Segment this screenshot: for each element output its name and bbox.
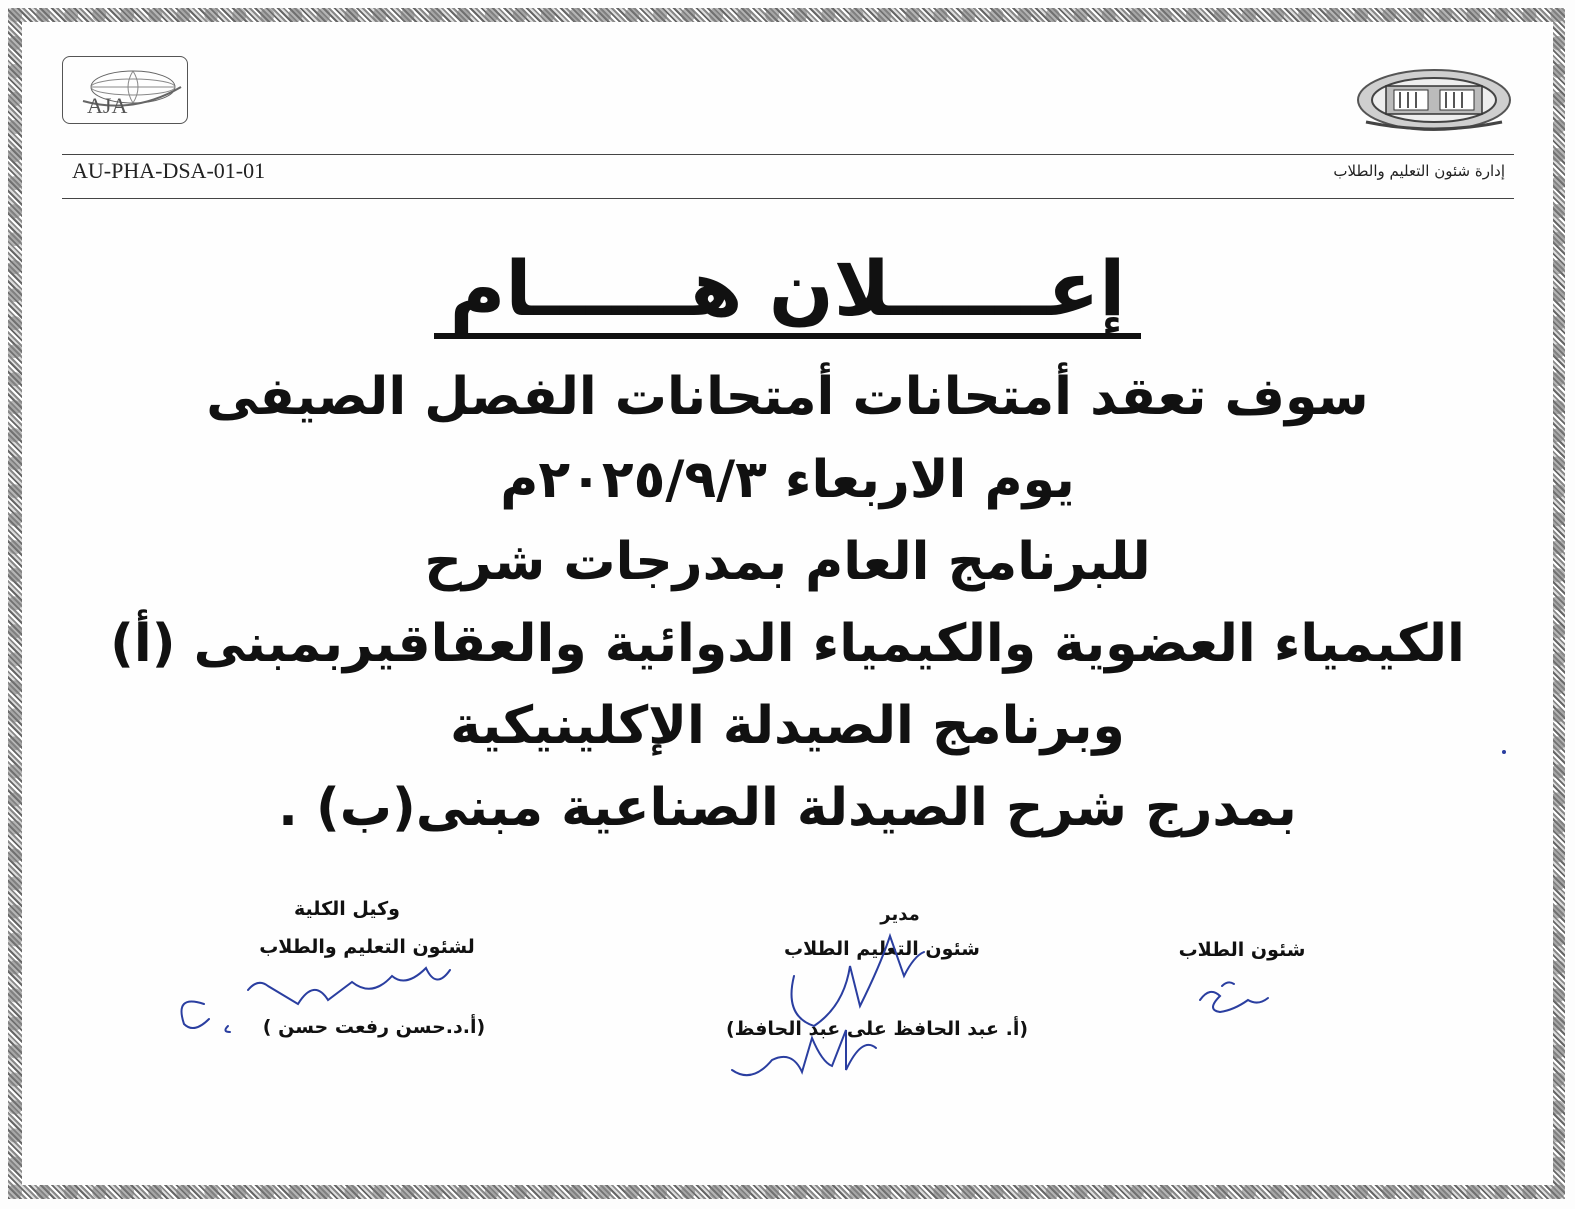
document-code: AU-PHA-DSA-01-01 xyxy=(72,158,266,183)
vice-dean-title: وكيل الكلية xyxy=(294,898,400,920)
announcement-title-text: إعــــــلان هــــــام xyxy=(434,244,1142,339)
student-affairs-title: شئون الطلاب xyxy=(1178,939,1306,961)
director-title: مدير xyxy=(880,904,920,925)
ink-dot xyxy=(1502,750,1506,754)
announcement-line: يوم الاربعاء ٢٠٢٥/٩/٣م xyxy=(500,450,1075,510)
announcement-line: بمدرج شرح الصيدلة الصناعية مبنى(ب) . xyxy=(278,778,1297,838)
vice-dean-signature-icon xyxy=(182,1002,210,1029)
department-name: إدارة شئون التعليم والطلاب xyxy=(1333,162,1505,180)
announcement-line: سوف تعقد أمتحانات أمتحانات الفصل الصيفى xyxy=(206,367,1369,427)
announcement-line: للبرنامج العام بمدرجات شرح xyxy=(424,532,1151,592)
student-affairs-signature-icon xyxy=(1200,992,1268,1012)
announcement-line: وبرنامج الصيدلة الإكلينيكية xyxy=(450,696,1125,756)
director-name: (أ. عبد الحافظ على عبد الحافظ) xyxy=(725,1018,1029,1040)
director-subtitle: شئون التعليم الطلاب xyxy=(783,938,980,960)
vice-dean-name: (أ.د.حسن رفعت حسن ) xyxy=(262,1016,486,1038)
announcement-line: الكيمياء العضوية والكيمياء الدوائية والعقاقيربمبنى (أ) xyxy=(110,614,1465,674)
vice-dean-subtitle: لشئون التعليم والطلاب xyxy=(259,936,475,958)
document-sheet xyxy=(22,22,1553,1185)
aja-logo-text: AJA xyxy=(87,93,128,118)
handwritten-signatures xyxy=(22,22,1553,1185)
